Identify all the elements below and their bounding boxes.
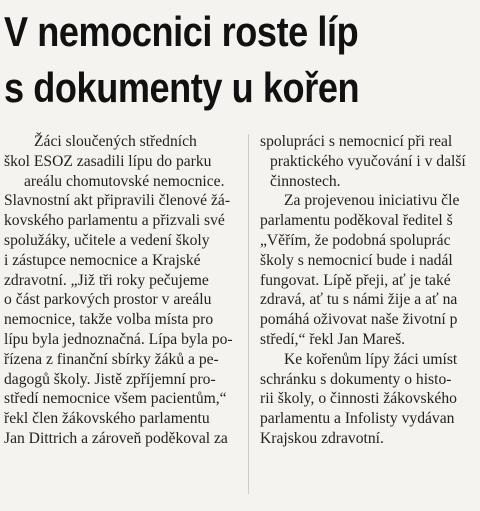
text-line: Jan Dittrich a zároveň poděkoval za xyxy=(4,429,228,447)
text-line: Žáci sloučených středních xyxy=(34,133,197,150)
text-line: školy s nemocnicí bude i nadál xyxy=(260,251,453,269)
text-line: řízena z finanční sbírky žáků a pe- xyxy=(4,350,219,368)
text-line: i zástupce nemocnice a Krajské xyxy=(4,251,201,269)
article-column-right xyxy=(260,132,480,449)
text-line: škol ESOZ zasadili lípu do parku xyxy=(4,152,212,170)
text-line: fungovat. Lípě přeji, ať je také xyxy=(260,271,451,289)
text-line: středí,“ řekl Jan Mareš. xyxy=(260,330,406,348)
text-line: zdravotní. „Již tři roky pečujeme xyxy=(4,271,209,289)
text-line: kovského parlamentu a přizvali své xyxy=(4,212,225,230)
text-line: řekl člen žákovského parlamentu xyxy=(4,410,210,428)
text-line: o část parkových prostor v areálu xyxy=(4,291,212,309)
text-line: středí nemocnice všem pacientům,“ xyxy=(4,390,227,408)
text-line: areálu chomutovské nemocnice. xyxy=(24,172,225,190)
text-line: pomáhá oživovat naše životní p xyxy=(260,311,458,329)
text-line: činnostech. xyxy=(270,172,341,190)
text-line: parlamentu a Infolisty vydávan xyxy=(260,410,455,428)
text-line: Ke kořenům lípy žáci umíst xyxy=(284,350,458,368)
text-line: Za projevenou iniciativu čle xyxy=(284,192,460,210)
text-line: lípu byla jednoznačná. Lípa byla po- xyxy=(4,330,233,348)
column-divider xyxy=(248,134,249,494)
text-line: spolupráci s nemocnicí při real xyxy=(260,133,453,150)
text-line: parlamentu poděkoval ředitel š xyxy=(260,212,453,230)
text-line: spolužáky, učitele a vedení školy xyxy=(4,231,210,249)
text-line: nemocnice, takže volba místa pro xyxy=(4,311,214,329)
headline-line-1: V nemocnici roste líp xyxy=(4,8,359,55)
headline-line-2: s dokumenty u kořen xyxy=(4,64,360,111)
text-line: schránku s dokumenty o histo- xyxy=(260,370,452,388)
text-line: rii školy, o činnosti žákovského xyxy=(260,390,457,408)
text-line: „Věřím, že podobná spoluprác xyxy=(260,231,451,249)
text-line: dagogů školy. Jistě zpříjemní pro- xyxy=(4,370,216,388)
text-line: Slavnostní akt připravili členové žá- xyxy=(4,192,231,210)
article-column-left xyxy=(4,132,240,449)
text-line: zdravá, ať tu s námi žije a ať na xyxy=(260,291,458,309)
text-line: praktického vyučování i v další xyxy=(270,152,466,170)
text-line: Krajskou zdravotní. xyxy=(260,429,384,447)
